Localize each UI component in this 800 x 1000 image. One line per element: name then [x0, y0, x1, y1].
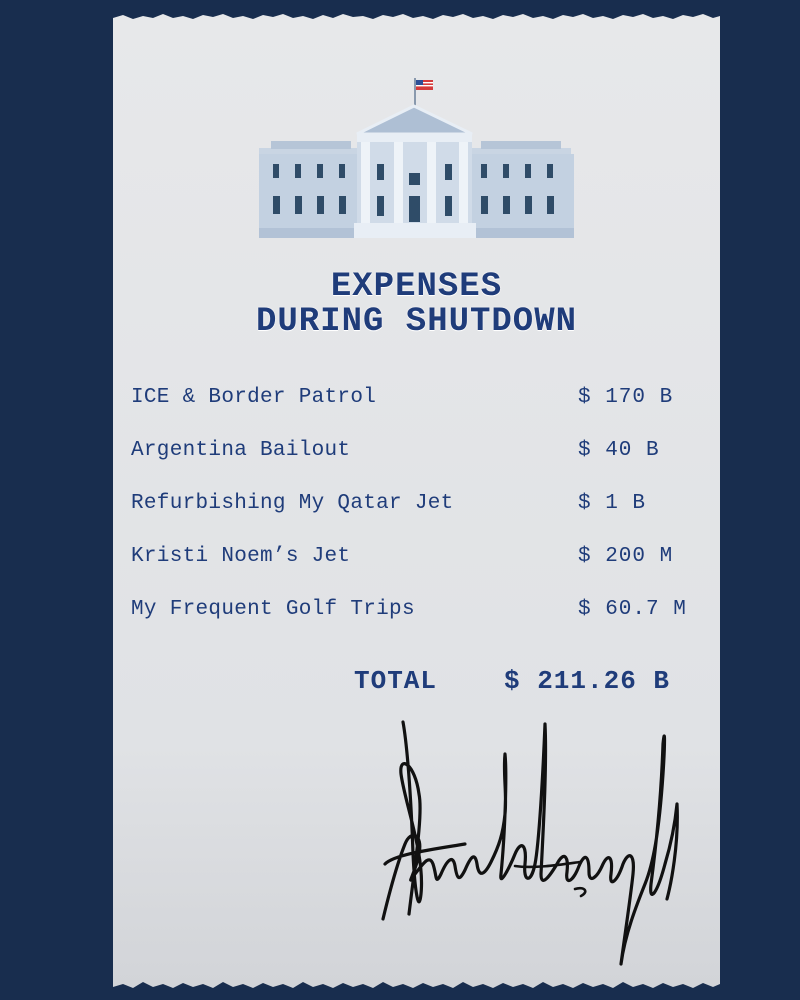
white-house-illustration: [259, 78, 574, 238]
item-amount: $ 1 B: [578, 492, 647, 515]
item-amount: $ 60.7 M: [578, 598, 687, 621]
signature-image: [375, 714, 695, 974]
list-item: [131, 386, 701, 439]
item-label: ICE & Border Patrol: [131, 386, 377, 409]
receipt-title: [113, 270, 720, 340]
item-amount: $ 200 M: [578, 545, 674, 568]
expense-list: [131, 386, 701, 651]
item-amount: $ 170 B: [578, 386, 674, 409]
title-line-2: DURING SHUTDOWN: [255, 303, 578, 341]
list-item: [131, 545, 701, 598]
item-amount: $ 40 B: [578, 439, 660, 462]
item-label: Kristi Noem’s Jet: [131, 545, 351, 568]
total-value: $ 211.26 B: [504, 666, 671, 696]
us-flag-icon: [415, 78, 433, 106]
list-item: [131, 598, 701, 651]
receipt: [113, 14, 720, 989]
list-item: [131, 439, 701, 492]
title-line-1: EXPENSES: [330, 268, 503, 306]
item-label: Argentina Bailout: [131, 439, 351, 462]
total-label: TOTAL: [354, 666, 438, 696]
list-item: [131, 492, 701, 545]
item-label: Refurbishing My Qatar Jet: [131, 492, 454, 515]
item-label: My Frequent Golf Trips: [131, 598, 415, 621]
